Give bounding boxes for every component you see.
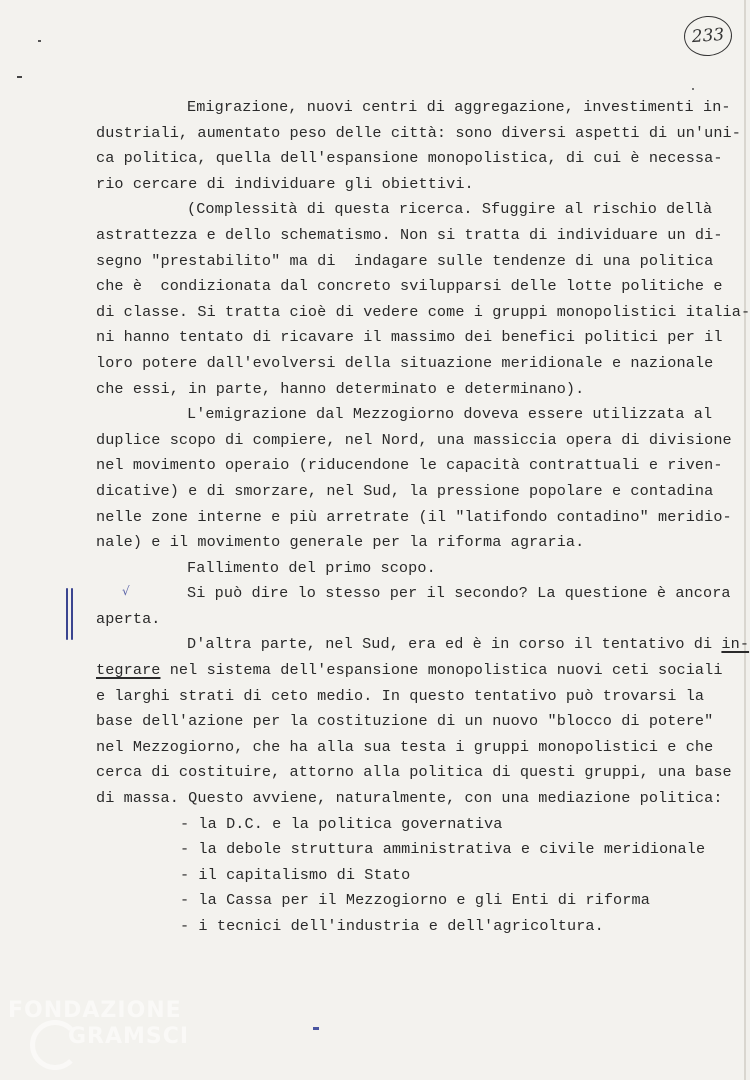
- watermark-text: FONDAZIONE: [8, 998, 182, 1023]
- list-item: - la D.C. e la politica governativa: [180, 814, 503, 833]
- text-line: nel Mezzogiorno, che ha alla sua testa i gruppi monopolistici e che: [96, 737, 714, 756]
- text-line: che essi, in parte, hanno determinato e determinano).: [96, 379, 585, 398]
- text-line: duplice scopo di compiere, nel Nord, una massiccia opera di divisione: [96, 430, 732, 449]
- text-line: che è condizionata dal concreto svilupparsi delle lotte politiche e: [96, 277, 723, 296]
- text-segment: D'altra parte, nel Sud, era ed è in corso il tentativo di: [187, 635, 722, 654]
- text-line: cerca di costituire, attorno alla politica di questi gruppi, una base: [96, 763, 732, 782]
- list-item: - la Cassa per il Mezzogiorno e gli Enti di riforma: [180, 891, 650, 910]
- text-line: astrattezza e dello schematismo. Non si tratta di individuare un di-: [96, 225, 723, 244]
- list-item: - la debole struttura amministrativa e civile meridionale: [180, 840, 706, 859]
- text-line: dicative) e di smorzare, nel Sud, la pressione popolare e contadina: [96, 481, 714, 500]
- text-line: Emigrazione, nuovi centri di aggregazione, investimenti in-: [187, 98, 731, 116]
- text-line: di classe. Si tratta cioè di vedere come i gruppi monopolistici italia-: [96, 302, 750, 321]
- text-line: aperta.: [96, 609, 161, 628]
- text-line: nale) e il movimento generale per la riforma agraria.: [96, 533, 585, 552]
- text-line-underlined: [96, 632, 750, 658]
- list-item: - il capitalismo di Stato: [180, 865, 411, 884]
- text-line: e larghi strati di ceto medio. In questo tentativo può trovarsi la: [96, 686, 705, 705]
- text-line: ca politica, quella dell'espansione monopolistica, di cui è necessa-: [96, 149, 723, 168]
- text-segment: nel sistema dell'espansione monopolistica nuovi ceti sociali: [160, 661, 723, 680]
- typed-text-body: [96, 95, 750, 940]
- ink-speck: [692, 88, 694, 90]
- archive-watermark: [8, 990, 238, 1070]
- text-line: Si può dire lo stesso per il secondo? La questione è ancora: [187, 584, 731, 603]
- text-line: nelle zone interne e più arretrate (il "latifondo contadino" meridio-: [96, 507, 732, 526]
- page-number-stamp: 233: [683, 14, 734, 57]
- margin-marker-lines: [64, 588, 74, 640]
- text-line-underlined: [96, 658, 723, 684]
- ink-speck: [313, 1027, 319, 1030]
- margin-check-mark: √: [122, 584, 130, 598]
- list-item: - i tecnici dell'industria e dell'agricoltura.: [180, 917, 604, 935]
- underlined-word: tegrare: [96, 661, 161, 680]
- text-line: dustriali, aumentato peso delle città: sono diversi aspetti di un'uni-: [96, 123, 741, 142]
- text-line: (Complessità di questa ricerca. Sfuggire al rischio dellà: [187, 200, 713, 219]
- text-line: segno "prestabilito" ma di indagare sulle tendenze di una politica: [96, 251, 714, 270]
- underlined-word: in-: [721, 635, 750, 654]
- text-line: nel movimento operaio (riducendone le capacità contrattuali e riven-: [96, 456, 723, 475]
- text-line: L'emigrazione dal Mezzogiorno doveva essere utilizzata al: [187, 405, 713, 424]
- watermark-text: GRAMSCI: [68, 1024, 190, 1049]
- text-line: ni hanno tentato di ricavare il massimo dei benefici politici per il: [96, 328, 723, 347]
- text-line: rio cercare di individuare gli obiettivi.: [96, 174, 474, 193]
- text-line: Fallimento del primo scopo.: [187, 558, 436, 577]
- ink-speck: [17, 76, 22, 78]
- ink-speck: [38, 40, 41, 42]
- text-line: base dell'azione per la costituzione di un nuovo "blocco di potere": [96, 712, 714, 731]
- text-line: di massa. Questo avviene, naturalmente, con una mediazione politica:: [96, 789, 723, 808]
- text-line: loro potere dall'evolversi della situazione meridionale e nazionale: [96, 353, 714, 372]
